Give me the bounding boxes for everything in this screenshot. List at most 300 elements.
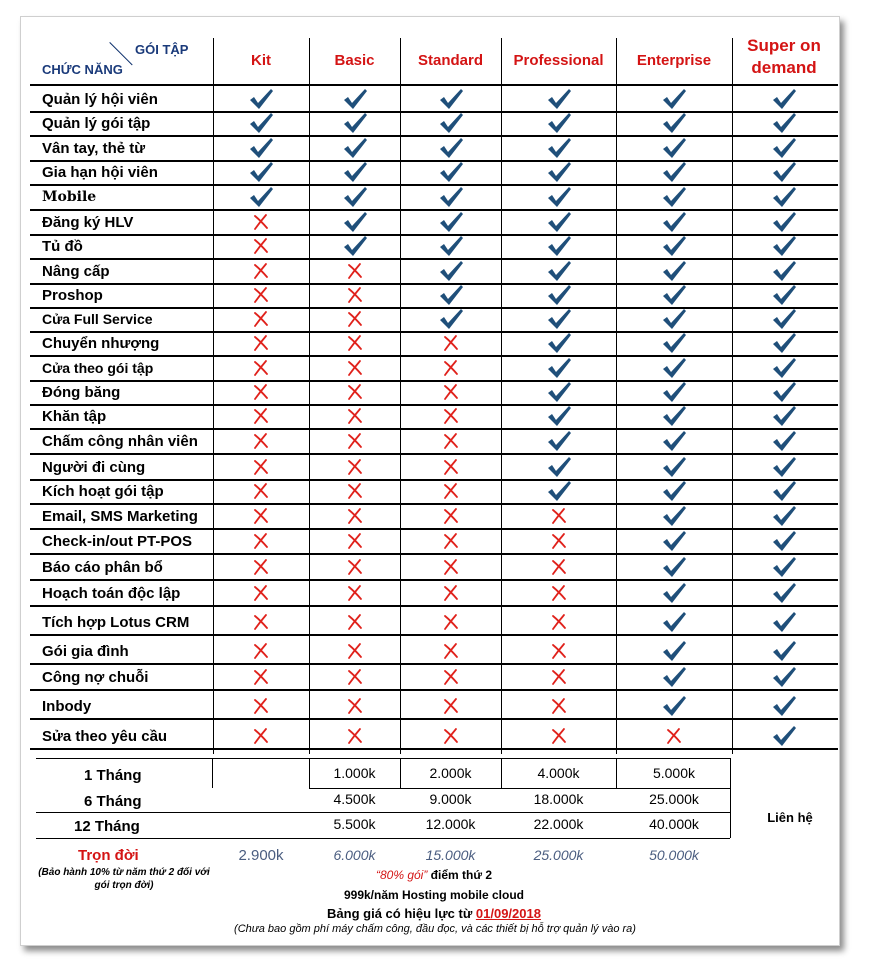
feature-cell <box>732 307 836 331</box>
cross-icon <box>252 507 270 525</box>
check-icon <box>771 332 797 354</box>
check-icon <box>546 235 572 257</box>
check-icon <box>438 235 464 257</box>
feature-cell <box>616 581 732 605</box>
feature-name: Công nợ chuỗi <box>42 668 149 686</box>
cross-icon <box>346 668 364 686</box>
feature-row <box>30 160 835 184</box>
check-icon <box>771 666 797 688</box>
check-icon <box>546 357 572 379</box>
feature-header: CHỨC NĂNG <box>42 62 123 77</box>
cross-icon <box>442 532 460 550</box>
feature-cell <box>616 479 732 503</box>
check-icon <box>771 260 797 282</box>
feature-cell <box>501 639 616 663</box>
cross-icon <box>442 642 460 660</box>
feature-cell <box>501 307 616 331</box>
feature-cell <box>501 331 616 355</box>
check-icon <box>342 137 368 159</box>
check-icon <box>771 505 797 527</box>
cross-icon <box>442 613 460 631</box>
feature-cell <box>400 529 501 553</box>
check-icon <box>661 211 687 233</box>
feature-row <box>30 87 835 111</box>
feature-cell <box>501 665 616 689</box>
feature-name: Vân tay, thẻ từ <box>42 139 146 157</box>
feature-cell <box>309 283 400 307</box>
check-icon <box>546 381 572 403</box>
pricing-line <box>36 838 730 839</box>
cross-icon <box>346 383 364 401</box>
feature-cell <box>501 529 616 553</box>
cross-icon <box>252 432 270 450</box>
row-divider <box>30 718 838 720</box>
feature-cell <box>616 356 732 380</box>
feature-cell <box>309 111 400 135</box>
feature-cell <box>732 136 836 160</box>
feature-cell <box>213 504 309 528</box>
check-icon <box>546 161 572 183</box>
feature-cell <box>732 581 836 605</box>
check-icon <box>661 88 687 110</box>
cross-icon <box>252 213 270 231</box>
cross-icon <box>252 584 270 602</box>
check-icon <box>771 695 797 717</box>
feature-name: Chuyển nhượng <box>42 334 160 352</box>
cross-icon <box>346 584 364 602</box>
check-icon <box>248 112 274 134</box>
feature-cell <box>213 429 309 453</box>
check-icon <box>661 611 687 633</box>
feature-row <box>30 234 835 258</box>
cross-icon <box>442 432 460 450</box>
feature-cell <box>501 610 616 634</box>
cross-icon <box>346 697 364 715</box>
feature-cell <box>501 694 616 718</box>
feature-cell <box>400 283 501 307</box>
check-icon <box>438 260 464 282</box>
check-icon <box>661 357 687 379</box>
cross-icon <box>346 482 364 500</box>
cross-icon <box>442 458 460 476</box>
feature-cell <box>400 455 501 479</box>
check-icon <box>771 405 797 427</box>
check-icon <box>546 112 572 134</box>
feature-cell <box>309 665 400 689</box>
price-period-label: 6 Tháng <box>84 793 142 810</box>
feature-cell <box>501 87 616 111</box>
plan-header-4: Enterprise <box>636 52 712 69</box>
cross-icon <box>442 482 460 500</box>
feature-cell <box>400 307 501 331</box>
check-icon <box>771 430 797 452</box>
check-icon <box>546 211 572 233</box>
check-icon <box>661 284 687 306</box>
feature-cell <box>213 210 309 234</box>
row-divider <box>30 634 838 636</box>
feature-cell <box>616 259 732 283</box>
feature-cell <box>501 581 616 605</box>
check-icon <box>771 611 797 633</box>
feature-cell <box>501 259 616 283</box>
check-icon <box>438 88 464 110</box>
feature-name: Tích hợp Lotus CRM <box>42 613 190 631</box>
warranty-note: (Bảo hành 10% từ năm thứ 2 đối với gói trọn đời) <box>38 867 210 891</box>
feature-cell <box>616 694 732 718</box>
cross-icon <box>346 613 364 631</box>
pricing-vline <box>212 758 213 788</box>
check-icon <box>661 381 687 403</box>
feature-row <box>30 504 835 528</box>
feature-cell <box>732 234 836 258</box>
pricing-vline <box>730 758 731 838</box>
cross-icon <box>442 359 460 377</box>
feature-cell <box>732 639 836 663</box>
feature-cell <box>213 160 309 184</box>
feature-row <box>30 665 835 689</box>
header-divider <box>30 84 838 86</box>
feature-cell <box>400 259 501 283</box>
feature-cell <box>309 331 400 355</box>
feature-row <box>30 380 835 404</box>
lifetime-price: 50.000k <box>649 847 699 863</box>
pricing-top-line <box>36 758 730 759</box>
feature-cell <box>732 610 836 634</box>
feature-cell <box>309 639 400 663</box>
feature-cell <box>616 283 732 307</box>
feature-cell <box>501 555 616 579</box>
check-icon <box>771 381 797 403</box>
feature-cell <box>309 210 400 234</box>
feature-row <box>30 529 835 553</box>
check-icon <box>771 357 797 379</box>
feature-cell <box>213 694 309 718</box>
check-icon <box>771 137 797 159</box>
check-icon <box>771 161 797 183</box>
cross-icon <box>346 727 364 745</box>
cross-icon <box>346 334 364 352</box>
check-icon <box>661 260 687 282</box>
price-period-label: 12 Tháng <box>74 818 140 835</box>
feature-name: Chấm công nhân viên <box>42 432 198 450</box>
feature-cell <box>400 380 501 404</box>
feature-cell <box>732 665 836 689</box>
cross-icon <box>252 697 270 715</box>
discount-note <box>234 868 634 882</box>
feature-cell <box>213 529 309 553</box>
feature-cell <box>309 356 400 380</box>
cross-icon <box>665 727 683 745</box>
feature-cell <box>400 111 501 135</box>
check-icon <box>342 235 368 257</box>
cross-icon <box>442 383 460 401</box>
feature-name: Đóng băng <box>42 383 121 401</box>
validity-date: 01/09/2018 <box>475 906 541 921</box>
check-icon <box>661 161 687 183</box>
feature-cell <box>616 665 732 689</box>
cross-icon <box>346 262 364 280</box>
feature-cell <box>501 356 616 380</box>
price-value: 5.500k <box>333 816 376 832</box>
feature-name: Người đi cùng <box>42 458 146 476</box>
cross-icon <box>442 697 460 715</box>
check-icon <box>661 430 687 452</box>
feature-cell <box>309 87 400 111</box>
check-icon <box>771 530 797 552</box>
cross-icon <box>550 668 568 686</box>
feature-cell <box>501 283 616 307</box>
feature-name: Sửa theo yêu cầu <box>42 727 168 745</box>
feature-cell <box>213 479 309 503</box>
discount-rest: điểm thứ 2 <box>427 868 493 882</box>
cross-icon <box>346 432 364 450</box>
feature-row <box>30 111 835 135</box>
check-icon <box>771 725 797 747</box>
feature-cell <box>501 455 616 479</box>
check-icon <box>661 640 687 662</box>
feature-cell <box>616 380 732 404</box>
feature-name: Inbody <box>42 697 92 715</box>
cross-icon <box>346 286 364 304</box>
exclusion-note: (Chưa bao gồm phí máy chấm công, đầu đọc, và các thiết bị hỗ trợ quản lý vào ra) <box>234 923 636 935</box>
feature-row <box>30 429 835 453</box>
feature-row <box>30 185 835 209</box>
feature-cell <box>400 404 501 428</box>
feature-cell <box>501 136 616 160</box>
check-icon <box>248 161 274 183</box>
feature-cell <box>616 724 732 748</box>
hosting-note: 999k/năm Hosting mobile cloud <box>343 888 525 902</box>
feature-name: Cửa theo gói tập <box>42 360 154 376</box>
feature-cell <box>213 724 309 748</box>
check-icon <box>661 480 687 502</box>
plan-header-2: Standard <box>417 52 483 69</box>
feature-cell <box>309 404 400 428</box>
feature-cell <box>400 136 501 160</box>
feature-row <box>30 479 835 503</box>
check-icon <box>546 186 572 208</box>
feature-cell <box>400 87 501 111</box>
check-icon <box>248 137 274 159</box>
feature-cell <box>501 724 616 748</box>
feature-cell <box>309 479 400 503</box>
check-icon <box>771 582 797 604</box>
feature-name: Kích hoạt gói tập <box>42 482 164 500</box>
check-icon <box>661 582 687 604</box>
feature-cell <box>309 185 400 209</box>
feature-cell <box>616 111 732 135</box>
feature-cell <box>732 455 836 479</box>
check-icon <box>546 430 572 452</box>
cross-icon <box>550 584 568 602</box>
check-icon <box>248 88 274 110</box>
feature-cell <box>400 555 501 579</box>
feature-cell <box>616 185 732 209</box>
feature-cell <box>732 429 836 453</box>
feature-cell <box>501 185 616 209</box>
feature-cell <box>732 380 836 404</box>
pricing-vline <box>309 758 310 788</box>
cross-icon <box>252 359 270 377</box>
feature-cell <box>732 555 836 579</box>
check-icon <box>661 456 687 478</box>
feature-cell <box>213 234 309 258</box>
cross-icon <box>252 286 270 304</box>
price-value: 2.000k <box>429 765 472 781</box>
check-icon <box>661 695 687 717</box>
check-icon <box>771 88 797 110</box>
feature-cell <box>213 665 309 689</box>
feature-cell <box>213 87 309 111</box>
feature-cell <box>732 404 836 428</box>
plan-header-1: Basic <box>334 52 375 69</box>
cross-icon <box>346 532 364 550</box>
price-value: 25.000k <box>649 791 699 807</box>
feature-row <box>30 610 835 634</box>
feature-cell <box>213 185 309 209</box>
feature-cell <box>501 380 616 404</box>
feature-cell <box>732 724 836 748</box>
feature-cell <box>501 404 616 428</box>
cross-icon <box>346 458 364 476</box>
check-icon <box>771 308 797 330</box>
pricing-line <box>36 812 730 813</box>
feature-cell <box>616 160 732 184</box>
feature-name: Hoạch toán độc lập <box>42 584 181 602</box>
feature-cell <box>616 87 732 111</box>
feature-cell <box>400 639 501 663</box>
check-icon <box>438 137 464 159</box>
feature-cell <box>213 404 309 428</box>
feature-row <box>30 210 835 234</box>
check-icon <box>661 235 687 257</box>
check-icon <box>438 284 464 306</box>
feature-cell <box>732 331 836 355</box>
price-value: 40.000k <box>649 816 699 832</box>
cross-icon <box>252 727 270 745</box>
pricing-line <box>309 788 730 789</box>
feature-row <box>30 724 835 748</box>
feature-name: Khăn tập <box>42 407 107 425</box>
cross-icon <box>346 359 364 377</box>
check-icon <box>546 405 572 427</box>
cross-icon <box>252 532 270 550</box>
feature-cell <box>400 665 501 689</box>
feature-cell <box>616 234 732 258</box>
feature-cell <box>400 724 501 748</box>
check-icon <box>546 456 572 478</box>
cross-icon <box>252 383 270 401</box>
feature-cell <box>309 555 400 579</box>
check-icon <box>342 186 368 208</box>
feature-name: Check-in/out PT-POS <box>42 532 193 550</box>
check-icon <box>771 456 797 478</box>
feature-cell <box>616 307 732 331</box>
check-icon <box>546 88 572 110</box>
feature-cell <box>213 639 309 663</box>
cross-icon <box>346 407 364 425</box>
cross-icon <box>442 584 460 602</box>
price-value: 5.000k <box>652 765 696 781</box>
feature-cell <box>309 234 400 258</box>
feature-cell <box>501 479 616 503</box>
feature-cell <box>400 429 501 453</box>
cross-icon <box>346 507 364 525</box>
check-icon <box>771 235 797 257</box>
feature-cell <box>213 283 309 307</box>
row-divider <box>30 748 838 750</box>
discount-quote: “80% gói” <box>375 868 428 882</box>
feature-name: Gia hạn hội viên <box>42 163 158 181</box>
feature-row <box>30 455 835 479</box>
cross-icon <box>442 558 460 576</box>
cross-icon <box>252 642 270 660</box>
feature-cell <box>616 210 732 234</box>
feature-name: Quản lý hội viên <box>42 90 158 108</box>
plan-header-0: Kit <box>251 52 271 69</box>
feature-row <box>30 259 835 283</box>
cross-icon <box>346 642 364 660</box>
feature-cell <box>213 380 309 404</box>
feature-cell <box>213 581 309 605</box>
check-icon <box>771 556 797 578</box>
cross-icon <box>442 507 460 525</box>
feature-cell <box>732 356 836 380</box>
feature-cell <box>616 404 732 428</box>
feature-name: Cửa Full Service <box>42 311 153 327</box>
cross-icon <box>550 697 568 715</box>
feature-cell <box>616 455 732 479</box>
feature-cell <box>616 136 732 160</box>
feature-cell <box>400 479 501 503</box>
check-icon <box>438 211 464 233</box>
feature-cell <box>309 610 400 634</box>
cross-icon <box>550 727 568 745</box>
check-icon <box>342 211 368 233</box>
feature-cell <box>309 581 400 605</box>
feature-cell <box>732 111 836 135</box>
feature-cell <box>400 210 501 234</box>
feature-cell <box>501 504 616 528</box>
feature-cell <box>501 210 616 234</box>
feature-cell <box>400 160 501 184</box>
feature-cell <box>213 307 309 331</box>
feature-row <box>30 639 835 663</box>
cross-icon <box>252 262 270 280</box>
feature-cell <box>616 610 732 634</box>
check-icon <box>342 88 368 110</box>
feature-cell <box>732 87 836 111</box>
cross-icon <box>252 558 270 576</box>
feature-cell <box>501 234 616 258</box>
feature-cell <box>616 555 732 579</box>
check-icon <box>771 112 797 134</box>
feature-cell <box>616 639 732 663</box>
price-value: 12.000k <box>425 816 476 832</box>
feature-name: Quản lý gói tập <box>42 114 151 132</box>
cross-icon <box>550 532 568 550</box>
feature-row <box>30 136 835 160</box>
cross-icon <box>346 310 364 328</box>
pricing-vline <box>616 758 617 788</box>
feature-cell <box>732 479 836 503</box>
check-icon <box>438 308 464 330</box>
feature-cell <box>309 529 400 553</box>
plan-header-5: Super on demand <box>747 36 821 77</box>
feature-cell <box>616 529 732 553</box>
check-icon <box>661 332 687 354</box>
cross-icon <box>346 558 364 576</box>
